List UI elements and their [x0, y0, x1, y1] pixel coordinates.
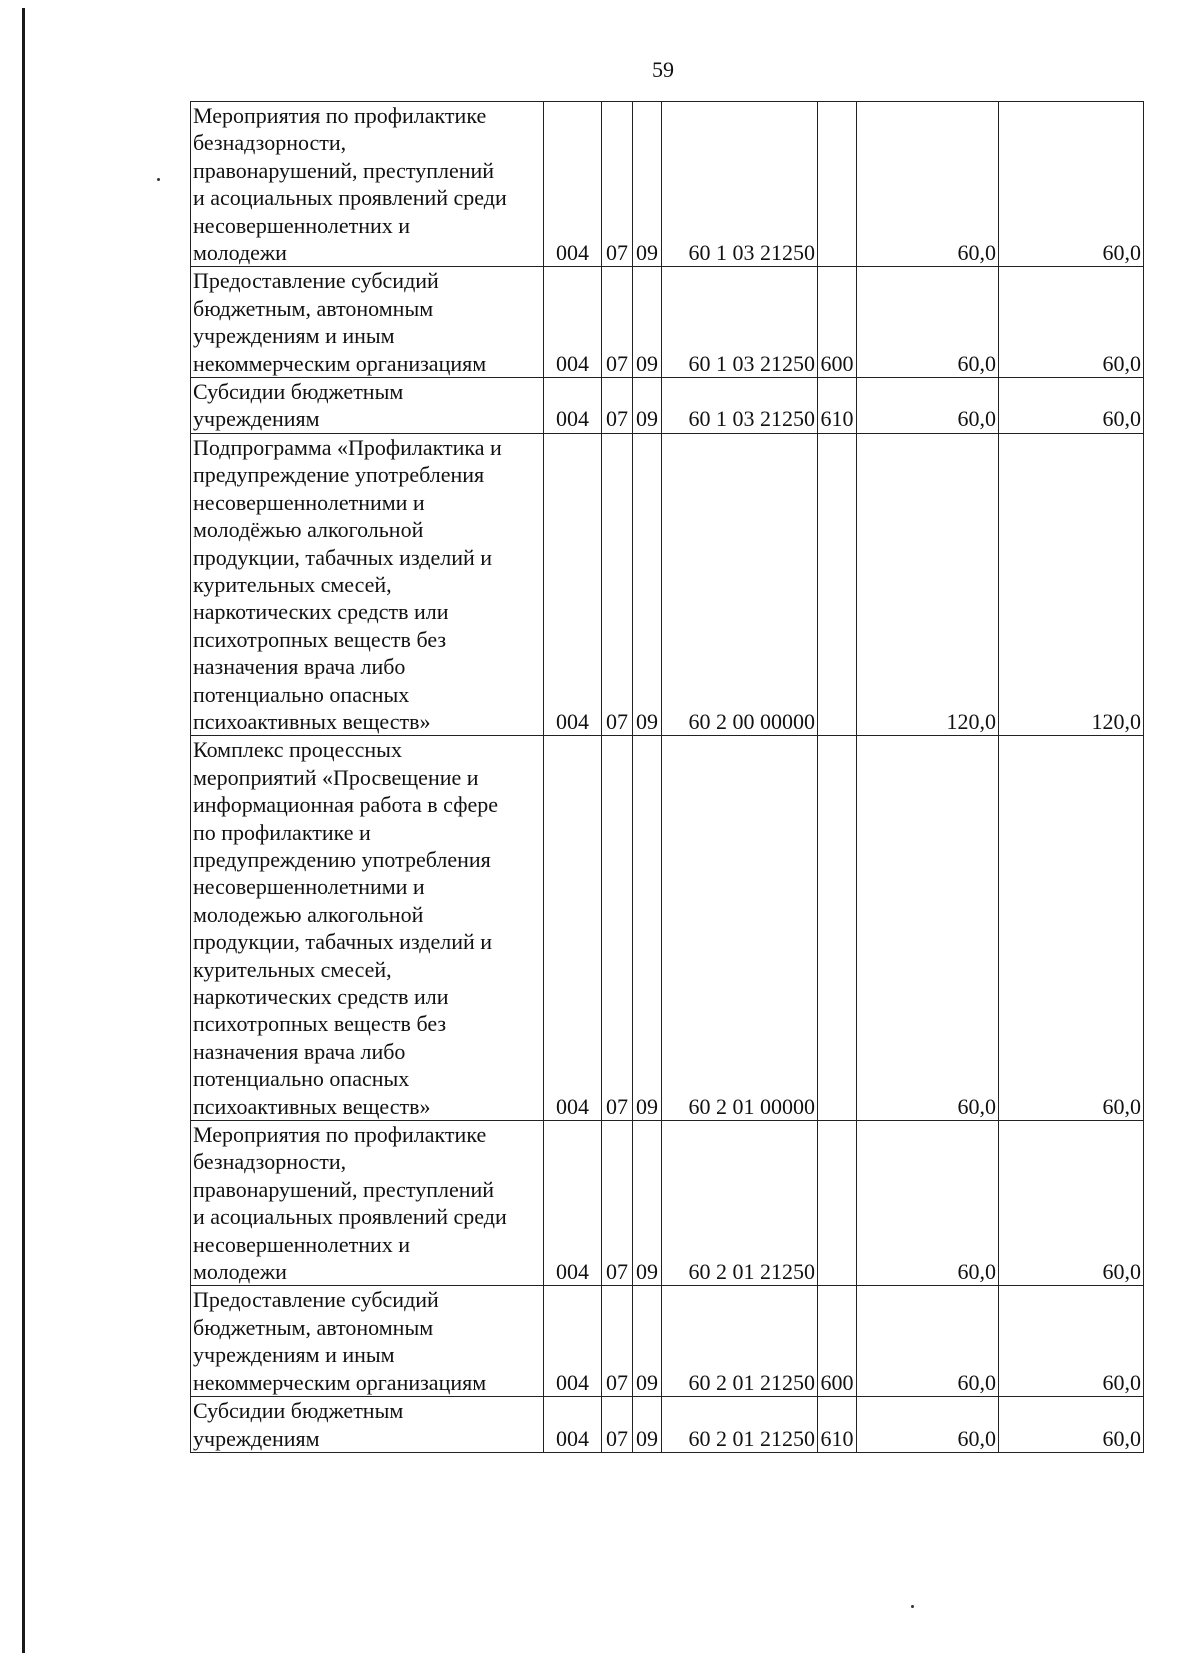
item-name-cell: [191, 433, 544, 735]
scan-speck: [911, 1605, 914, 1608]
item-name-line: учреждениям и иным: [193, 323, 395, 349]
section-code-cell: 07: [602, 433, 633, 735]
department-code-cell: 004: [544, 267, 602, 378]
item-name-line: молодежью алкогольной: [193, 901, 424, 927]
item-name-cell: [191, 736, 544, 1121]
department-code-cell: 004: [544, 1286, 602, 1397]
budget-table-body: [191, 102, 1144, 1453]
target-article-code-cell: 60 1 03 21250: [662, 102, 818, 267]
item-name-line: по профилактике и: [193, 819, 371, 845]
budget-table: [190, 101, 1144, 1453]
amount-year-2-cell: 60,0: [999, 1286, 1144, 1397]
amount-year-1-cell: 60,0: [857, 378, 999, 434]
expense-type-code-cell: [818, 736, 857, 1121]
item-name-line: информационная работа в сфере: [193, 792, 499, 818]
item-name-line: наркотических средств или: [193, 599, 449, 625]
item-name-cell: [191, 102, 544, 267]
item-name-line: мероприятий «Просвещение и: [193, 764, 479, 790]
amount-year-1-cell: 60,0: [857, 102, 999, 267]
department-code-cell: 004: [544, 736, 602, 1121]
expense-type-code-cell: [818, 433, 857, 735]
section-code-cell: 07: [602, 102, 633, 267]
section-code-cell: 07: [602, 1397, 633, 1453]
item-name-line: правонарушений, преступлений: [193, 1176, 495, 1202]
item-name-line: Предоставление субсидий: [193, 268, 439, 294]
section-code-cell: 07: [602, 1286, 633, 1397]
amount-year-2-cell: 60,0: [999, 1121, 1144, 1286]
item-name-line: молодёжью алкогольной: [193, 517, 424, 543]
item-name-line: Комплекс процессных: [193, 737, 402, 763]
amount-year-2-cell: 120,0: [999, 433, 1144, 735]
item-name-line: назначения врача либо: [193, 1038, 406, 1064]
item-name-line: молодежи: [193, 240, 287, 266]
expense-type-code-cell: [818, 1121, 857, 1286]
target-article-code-cell: 60 2 00 00000: [662, 433, 818, 735]
item-name-line: несовершеннолетних и: [193, 1231, 411, 1257]
department-code-cell: 004: [544, 433, 602, 735]
target-article-code-cell: 60 2 01 21250: [662, 1121, 818, 1286]
item-name-line: некоммерческим организациям: [193, 350, 487, 376]
target-article-code-cell: 60 2 01 00000: [662, 736, 818, 1121]
item-name-line: учреждениям: [193, 406, 320, 432]
target-article-code-cell: 60 2 01 21250: [662, 1397, 818, 1453]
item-name-line: наркотических средств или: [193, 984, 449, 1009]
section-code-cell: 07: [602, 1121, 633, 1286]
item-name-line: бюджетным, автономным: [193, 1314, 434, 1340]
item-name-line: Мероприятия по профилактике: [193, 1122, 487, 1148]
amount-year-2-cell: 60,0: [999, 267, 1144, 378]
item-name-cell: [191, 1397, 544, 1453]
item-name-line: потенциально опасных: [193, 1066, 410, 1092]
amount-year-1-cell: 120,0: [857, 433, 999, 735]
item-name-line: учреждениям: [193, 1425, 320, 1451]
item-name-line: психотропных веществ без: [193, 626, 447, 652]
amount-year-2-cell: 60,0: [999, 102, 1144, 267]
subsection-code-cell: 09: [633, 102, 662, 267]
item-name-line: учреждениям и иным: [193, 1342, 395, 1368]
amount-year-2-cell: 60,0: [999, 736, 1144, 1121]
item-name-line: Подпрограмма «Профилактика и: [193, 434, 502, 460]
item-name-line: Субсидии бюджетным: [193, 1398, 404, 1424]
item-name-cell: [191, 1286, 544, 1397]
amount-year-1-cell: 60,0: [857, 1286, 999, 1397]
item-name-line: продукции, табачных изделий и: [193, 929, 493, 955]
item-name-cell: [191, 1121, 544, 1286]
item-name-line: и асоциальных проявлений среди: [193, 185, 507, 211]
target-article-code-cell: 60 1 03 21250: [662, 267, 818, 378]
subsection-code-cell: 09: [633, 736, 662, 1121]
department-code-cell: 004: [544, 102, 602, 267]
table-row: [191, 267, 1144, 378]
item-name-cell: [191, 267, 544, 378]
subsection-code-cell: 09: [633, 1286, 662, 1397]
subsection-code-cell: 09: [633, 433, 662, 735]
table-row: [191, 1286, 1144, 1397]
item-name-line: курительных смесей,: [193, 571, 392, 597]
item-name-line: назначения врача либо: [193, 654, 406, 680]
item-name-line: потенциально опасных: [193, 681, 410, 707]
section-code-cell: 07: [602, 378, 633, 434]
item-name-line: психоактивных веществ»: [193, 1093, 431, 1119]
item-name-line: бюджетным, автономным: [193, 295, 434, 321]
item-name-cell: [191, 378, 544, 434]
item-name-line: и асоциальных проявлений среди: [193, 1204, 507, 1230]
table-row: [191, 433, 1144, 735]
table-row: [191, 1397, 1144, 1453]
subsection-code-cell: 09: [633, 267, 662, 378]
item-name-line: молодежи: [193, 1259, 287, 1285]
item-name-line: психоактивных веществ»: [193, 708, 431, 734]
amount-year-2-cell: 60,0: [999, 378, 1144, 434]
item-name-line: несовершеннолетних и: [193, 212, 411, 238]
amount-year-1-cell: 60,0: [857, 1397, 999, 1453]
item-name-line: некоммерческим организациям: [193, 1369, 487, 1395]
table-row: [191, 1121, 1144, 1286]
left-margin-line: [22, 8, 25, 1653]
expense-type-code-cell: 600: [818, 1286, 857, 1397]
page-number: 59: [652, 57, 674, 82]
item-name-line: Мероприятия по профилактике: [193, 103, 487, 128]
table-row: [191, 736, 1144, 1121]
expense-type-code-cell: 610: [818, 378, 857, 434]
section-code-cell: 07: [602, 736, 633, 1121]
expense-type-code-cell: 600: [818, 267, 857, 378]
item-name-line: продукции, табачных изделий и: [193, 544, 493, 570]
amount-year-2-cell: 60,0: [999, 1397, 1144, 1453]
item-name-line: предупреждение употребления: [193, 462, 485, 488]
item-name-line: безнадзорности,: [193, 130, 347, 156]
expense-type-code-cell: [818, 102, 857, 267]
amount-year-1-cell: 60,0: [857, 267, 999, 378]
item-name-line: несовершеннолетними и: [193, 489, 425, 515]
department-code-cell: 004: [544, 1397, 602, 1453]
subsection-code-cell: 09: [633, 1121, 662, 1286]
item-name-line: безнадзорности,: [193, 1149, 347, 1175]
amount-year-1-cell: 60,0: [857, 736, 999, 1121]
table-row: [191, 102, 1144, 267]
scan-speck: [157, 178, 160, 181]
target-article-code-cell: 60 1 03 21250: [662, 378, 818, 434]
item-name-line: предупреждению употребления: [193, 846, 491, 872]
section-code-cell: 07: [602, 267, 633, 378]
subsection-code-cell: 09: [633, 1397, 662, 1453]
item-name-line: Предоставление субсидий: [193, 1287, 439, 1313]
subsection-code-cell: 09: [633, 378, 662, 434]
target-article-code-cell: 60 2 01 21250: [662, 1286, 818, 1397]
item-name-line: курительных смесей,: [193, 956, 392, 982]
department-code-cell: 004: [544, 378, 602, 434]
department-code-cell: 004: [544, 1121, 602, 1286]
item-name-line: несовершеннолетними и: [193, 874, 425, 900]
expense-type-code-cell: 610: [818, 1397, 857, 1453]
table-row: [191, 378, 1144, 434]
item-name-line: правонарушений, преступлений: [193, 157, 495, 183]
item-name-line: психотропных веществ без: [193, 1011, 447, 1037]
item-name-line: Субсидии бюджетным: [193, 379, 404, 405]
amount-year-1-cell: 60,0: [857, 1121, 999, 1286]
